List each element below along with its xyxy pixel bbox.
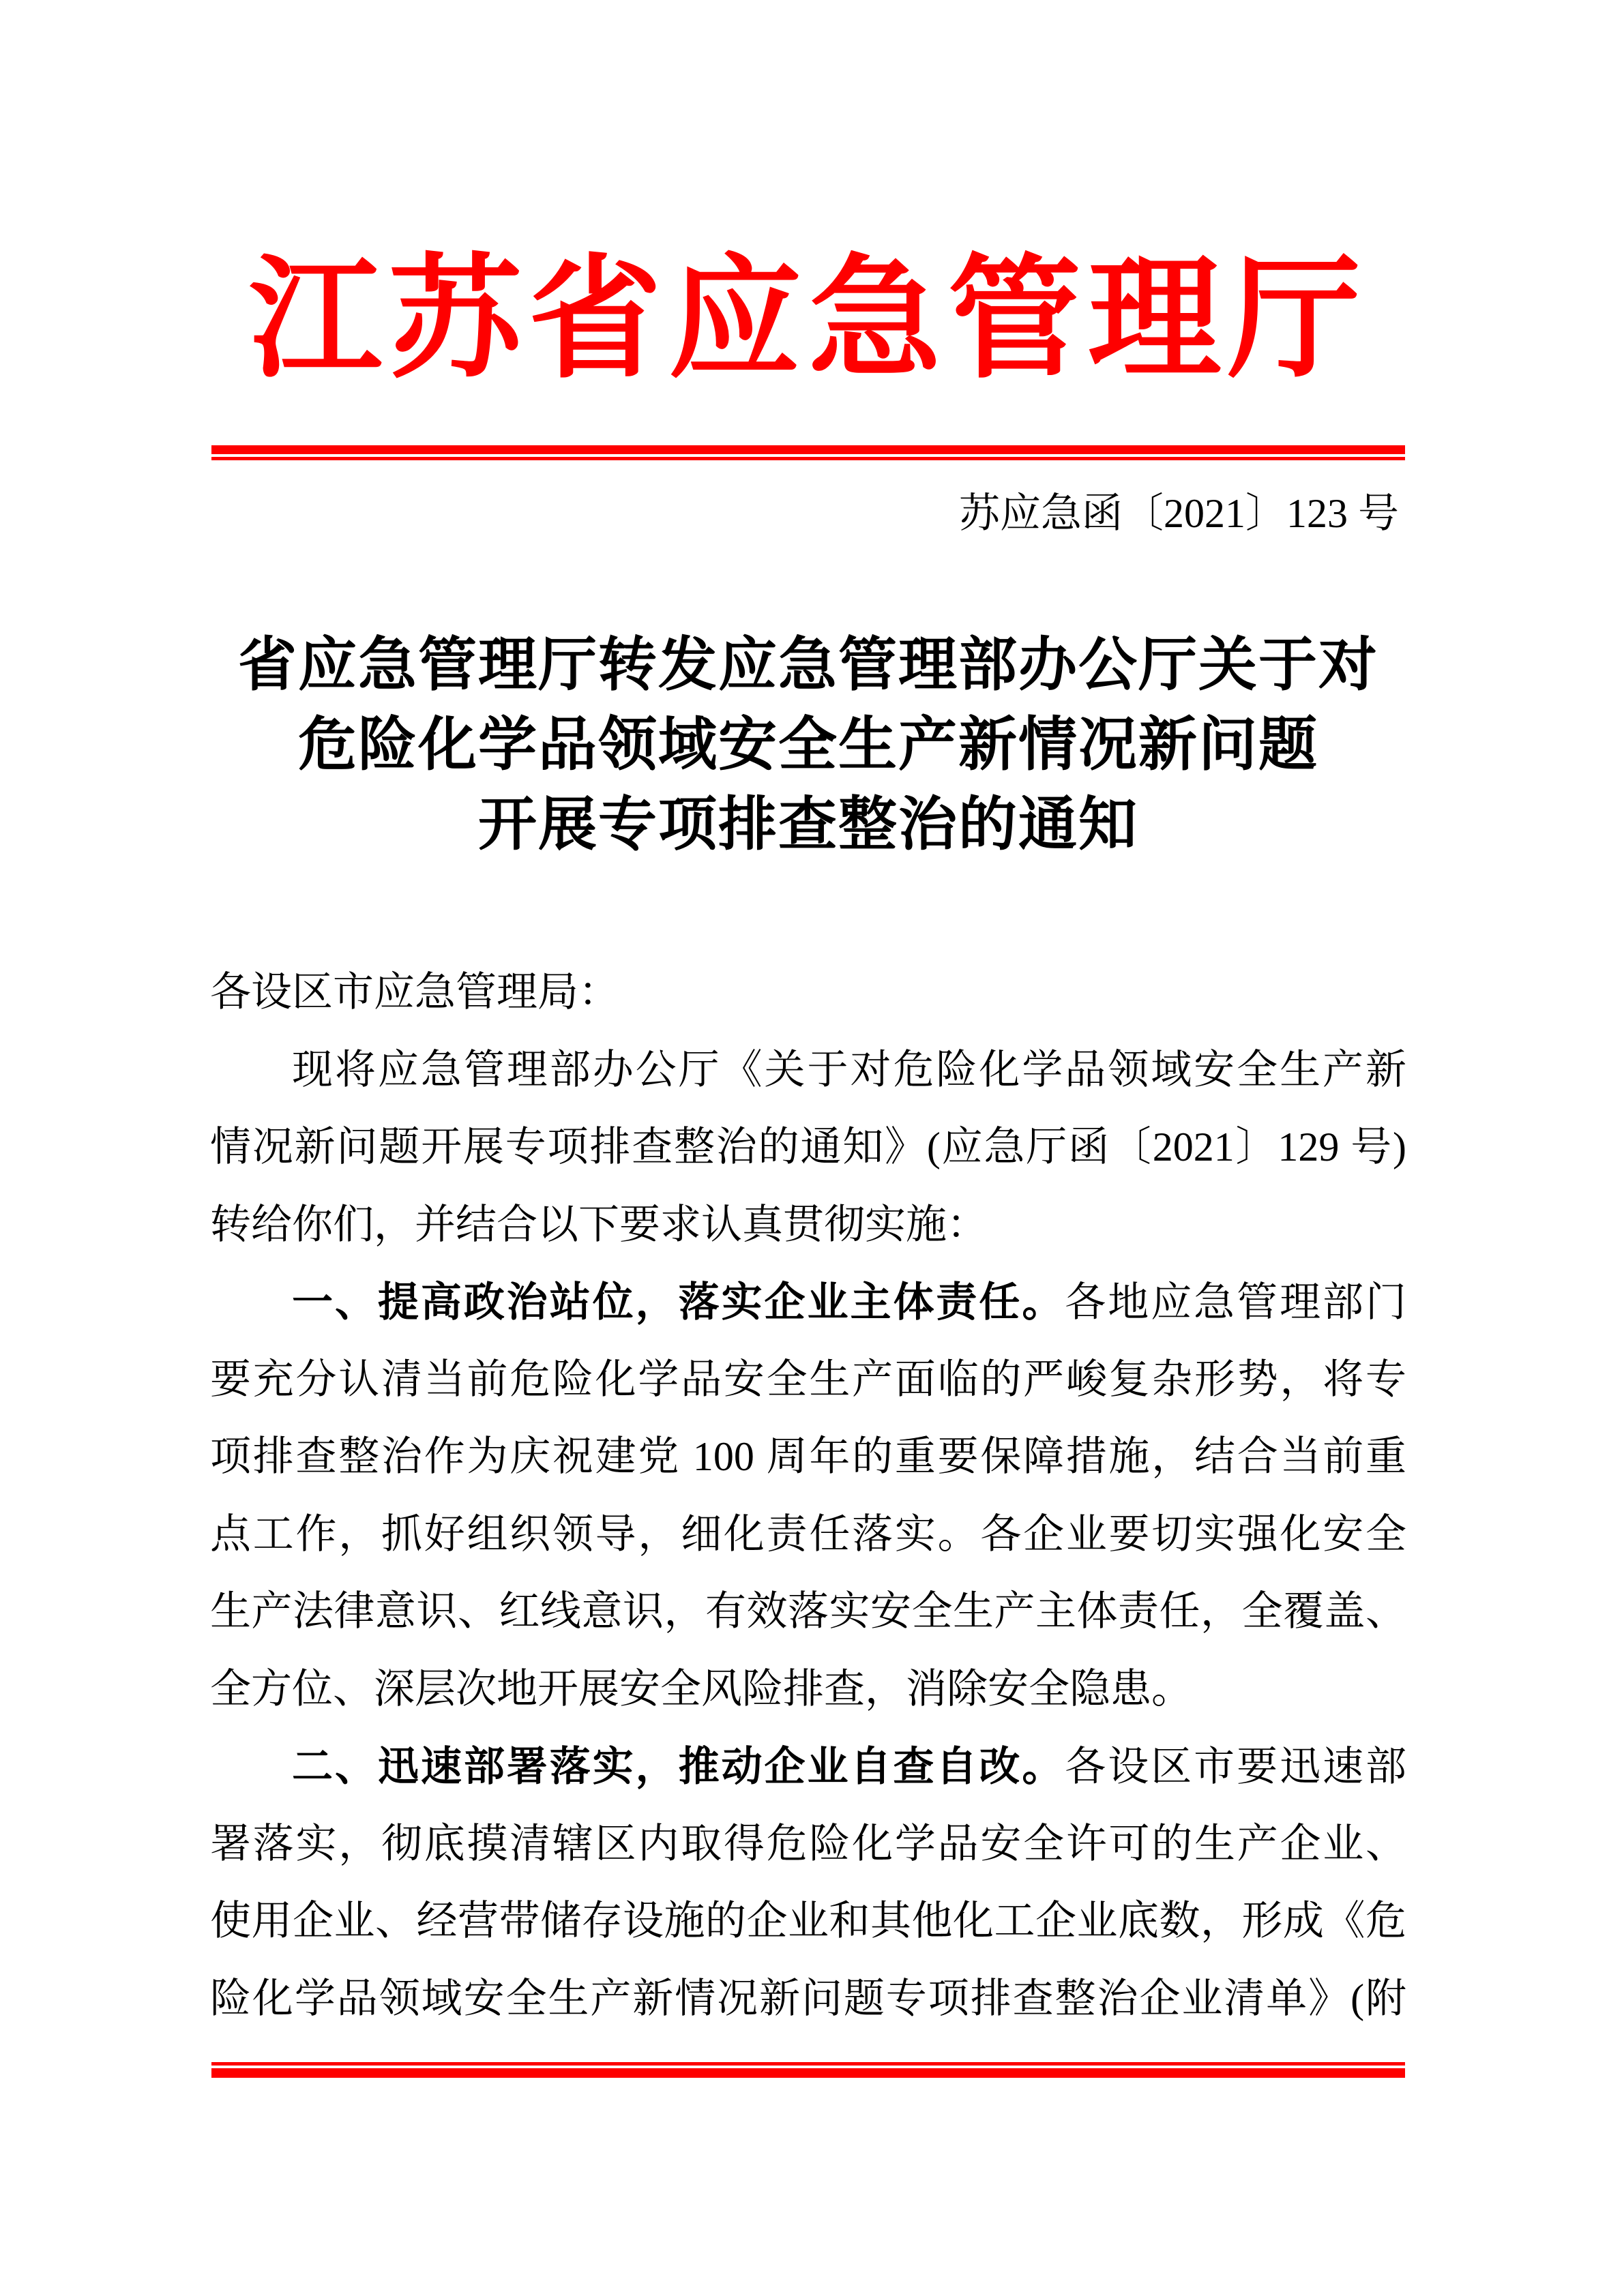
body-line [210, 1960, 1406, 2038]
body-line [210, 1032, 1406, 1109]
body-segment: 各设区市要迅速部 [1065, 1744, 1407, 1789]
body-segment: 情况新问题开展专项排查整治的通知》(应急厅函〔2021〕129 号) [210, 1124, 1406, 1169]
document-title [211, 625, 1405, 865]
body-line [210, 954, 1406, 1032]
body-segment: 署落实，彻底摸清辖区内取得危险化学品安全许可的生产企业、 [210, 1821, 1406, 1866]
footer-rule-thick [211, 2068, 1405, 2078]
header-rule-thick [211, 445, 1405, 454]
body-segment: 转给你们，并结合以下要求认真贯彻实施： [210, 1202, 988, 1247]
body-segment: 使用企业、经营带储存设施的企业和其他化工企业底数，形成《危 [210, 1898, 1406, 1943]
header-rule-thin [211, 457, 1405, 460]
body-line [210, 1264, 1406, 1341]
document-title-line: 危险化学品领域安全生产新情况新问题 [298, 712, 1318, 777]
body-segment: 现将应急管理部办公厅《关于对危险化学品领域安全生产新 [292, 1047, 1406, 1092]
body-segment-bold: 二、迅速部署落实，推动企业自查自改。 [292, 1744, 1065, 1789]
document-number: 苏应急函〔2021〕123 号 [959, 491, 1399, 536]
body-line [210, 1187, 1406, 1264]
agency-masthead: 江苏省应急管理厅 [249, 247, 1368, 394]
body-segment: 点工作，抓好组织领导，细化责任落实。各企业要切实强化安全 [210, 1511, 1406, 1557]
body-line [210, 1496, 1406, 1574]
body-segment: 险化学品领域安全生产新情况新问题专项排查整治企业清单》(附 [210, 1976, 1406, 2021]
body-segment: 生产法律意识、红线意识，有效落实安全生产主体责任，全覆盖、 [210, 1589, 1406, 1634]
body-segment: 项排查整治作为庆祝建党 100 周年的重要保障措施，结合当前重 [210, 1434, 1406, 1479]
body-line [210, 1109, 1406, 1187]
body-segment: 全方位、深层次地开展安全风险排查，消除安全隐患。 [210, 1666, 1192, 1712]
document-body [210, 954, 1406, 2038]
body-segment: 要充分认清当前危险化学品安全生产面临的严峻复杂形势，将专 [210, 1356, 1406, 1402]
body-line [210, 1728, 1406, 1806]
body-line [210, 1651, 1406, 1729]
body-segment: 各地应急管理部门 [1065, 1280, 1407, 1325]
body-line [210, 1806, 1406, 1883]
body-line [210, 1341, 1406, 1419]
footer-rule-thin [211, 2062, 1405, 2066]
body-segment: 各设区市应急管理局： [210, 970, 619, 1015]
document-title-line: 省应急管理厅转发应急管理部办公厅关于对 [238, 632, 1378, 698]
body-line [210, 1418, 1406, 1496]
document-title-line: 开展专项排查整治的通知 [478, 792, 1138, 857]
body-segment-bold: 一、提高政治站位，落实企业主体责任。 [292, 1279, 1065, 1325]
body-line [210, 1573, 1406, 1651]
body-line [210, 1883, 1406, 1960]
